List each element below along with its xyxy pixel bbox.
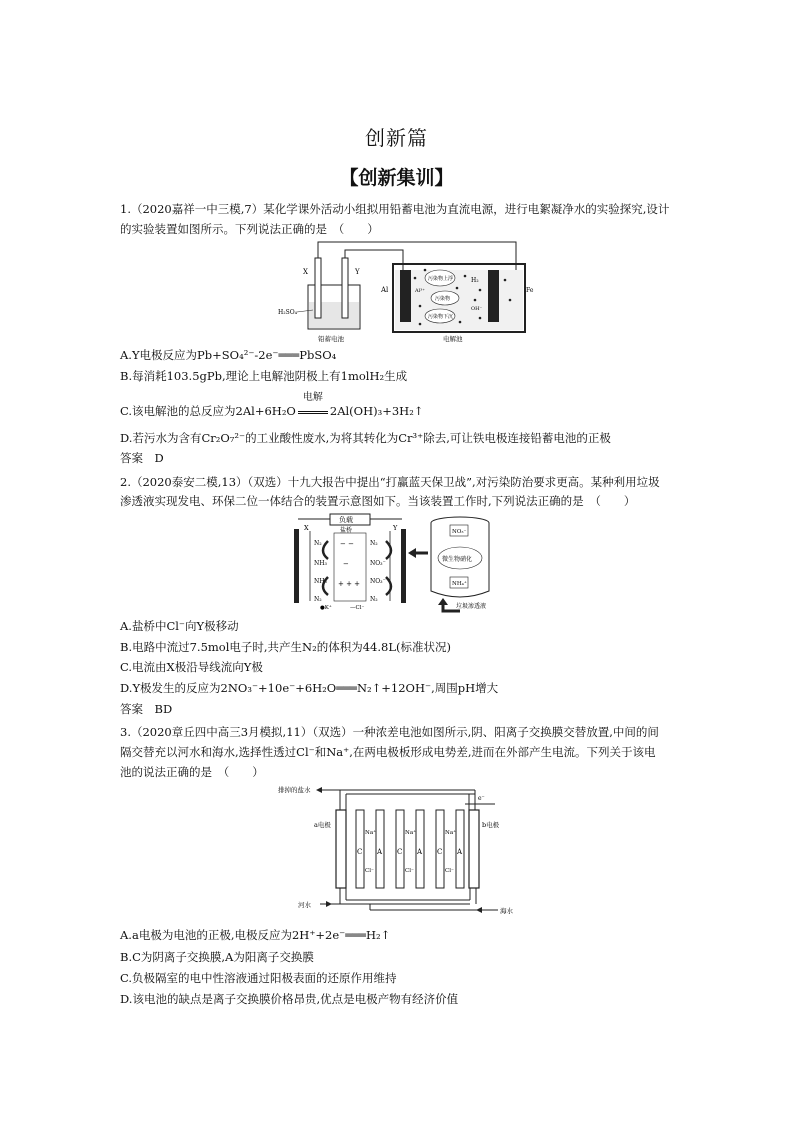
q3-cl-2: Cl⁻ — [405, 868, 414, 874]
q1-cell-caption: 电解池 — [443, 335, 463, 343]
q3-m4: A — [417, 848, 423, 856]
q3-cl-1: Cl⁻ — [365, 868, 374, 874]
q2-no3-1: NO₃⁻ — [370, 560, 386, 567]
q2-leachate: 垃圾渗透液 — [456, 603, 487, 610]
q3-b-electrode: b电极 — [482, 821, 500, 829]
q2-x-label: X — [304, 524, 309, 532]
svg-text:− −: − − — [340, 540, 354, 548]
q2-option-c: C.电流由X极沿导线流向Y极 — [120, 660, 263, 674]
q1-x-label: X — [303, 268, 308, 276]
q2-figure — [290, 511, 530, 613]
q3-cl-3: Cl⁻ — [445, 868, 454, 874]
q1-figure — [275, 240, 535, 345]
q3-m3: C — [397, 848, 403, 856]
q2-n2-bottom: N₂ — [314, 596, 322, 603]
q1-stem-line2: 的实验装置如图所示。下列说法正确的是 （ ） — [120, 222, 379, 236]
q3-m5: C — [437, 848, 443, 856]
svg-text:+ + +: + + + — [338, 580, 361, 588]
q1-al3: Al³⁺ — [415, 288, 425, 294]
q2-nh3-1: NH₃ — [314, 560, 327, 567]
q2-option-a: A.盐桥中Cl⁻向Y极移动 — [120, 619, 239, 633]
q2-n2-right: N₂ — [370, 540, 378, 547]
q1-al-label: Al — [381, 286, 389, 294]
q2-legend-k: ●K⁺ — [320, 605, 332, 611]
q3-figure — [270, 782, 530, 922]
q1-acid-label: H₂SO₄ — [278, 309, 298, 316]
q2-nh3-2: NH₃ — [314, 578, 327, 585]
q1-option-a: A.Y电极反应为Pb+SO₄²⁻-2e⁻═══PbSO₄ — [120, 348, 337, 362]
q1-h2: H₂ — [471, 277, 479, 284]
q1-option-b: B.每消耗103.5gPb,理论上电解池阴极上有1molH₂生成 — [120, 369, 408, 383]
q2-salt-bridge: 盐桥 — [340, 527, 353, 534]
q1-fe-label: Fe — [526, 287, 534, 294]
q1-pollutant: 污染物 — [435, 296, 451, 302]
q1-pollutant-up: 污染物上浮 — [428, 276, 454, 282]
q1-oh: OH⁻ — [471, 306, 483, 312]
q1-battery-caption: 铅蓄电池 — [318, 335, 344, 343]
q3-drain: 排掉的盐水 — [278, 786, 311, 794]
q2-tank-nh4: NH₄⁺ — [452, 581, 467, 587]
q3-stem-line3: 池的说法正确的是 （ ） — [120, 765, 264, 779]
q2-load: 负载 — [339, 516, 353, 524]
q3-option-a: A.a电极为电池的正极,电极反应为2H⁺+2e⁻═══H₂↑ — [120, 928, 391, 942]
q2-tank-mid: 微生物硝化 — [442, 556, 473, 563]
q3-na-3: Na⁺ — [445, 830, 456, 836]
q2-n2-top: N₂ — [314, 540, 322, 547]
q3-option-d: D.该电池的缺点是离子交换膜价格昂贵,优点是电极产物有经济价值 — [120, 992, 459, 1006]
q1-stem-line1: 1.（2020嘉祥一中三模,7）某化学课外活动小组拟用铅蓄电池为直流电源，进行电絮凝净水的实验探究,设计 — [120, 202, 670, 216]
q2-legend-cl: —Cl⁻ — [350, 605, 365, 611]
q3-sea: 海水 — [500, 907, 513, 915]
q2-n2-right2: N₂ — [370, 596, 378, 603]
q1-option-c — [120, 392, 680, 418]
q3-stem-line1: 3.（2020章丘四中高三3月模拟,11）（双选）一种浓差电池如图所示,阴、阳离子交换膜交替放置,中间的间 — [120, 725, 659, 739]
q1-answer: 答案 D — [120, 451, 164, 465]
q2-answer: 答案 BD — [120, 702, 173, 716]
q3-m6: A — [457, 848, 463, 856]
page-title: 创新篇 — [365, 126, 428, 150]
q2-tank-no3: NO₃⁻ — [452, 529, 467, 535]
q1-pollutant-down: 污染物下沉 — [428, 314, 454, 320]
q3-na-1: Na⁺ — [365, 830, 376, 836]
q1-y-label: Y — [355, 268, 360, 276]
q1-option-c-pre: C.该电解池的总反应为2Al+6H₂O — [120, 404, 296, 418]
svg-text:−: − — [343, 560, 349, 568]
q2-no3-2: NO₃⁻ — [370, 578, 386, 585]
q2-stem-line1: 2.（2020泰安二模,13）（双选）十九大报告中提出“打赢蓝天保卫战”,对污染防治要求更高。某种利用垃圾 — [120, 475, 660, 489]
q1-option-d: D.若污水为含有Cr₂O₇²⁻的工业酸性废水,为将其转化为Cr³⁺除去,可让铁电极连接铅蓄电池的正极 — [120, 431, 611, 445]
q2-option-d: D.Y极发生的反应为2NO₃⁻+10e⁻+6H₂O═══N₂↑+12OH⁻,周围pH增大 — [120, 681, 499, 695]
q2-y-label: Y — [393, 524, 398, 532]
q3-electron: e⁻ — [478, 795, 485, 802]
q3-m1: C — [357, 848, 363, 856]
section-subtitle: 【创新集训】 — [339, 167, 454, 189]
q3-m2: A — [377, 848, 383, 856]
q2-stem-line2: 渗透液实现发电、环保二位一体结合的装置示意图如下。当该装置工作时,下列说法正确的是 （ ） — [120, 494, 636, 508]
q3-stem-line2: 隔交替充以河水和海水,选择性透过Cl⁻和Na⁺,在两电极板形成电势差,进而在外部产生电流。下列关于该电 — [120, 745, 656, 759]
q3-river: 河水 — [298, 901, 311, 909]
q3-option-c: C.负极隔室的电中性溶液通过阳极表面的还原作用维持 — [120, 971, 397, 985]
q3-a-electrode: a电极 — [314, 821, 331, 829]
q3-option-b: B.C为阴离子交换膜,A为阳离子交换膜 — [120, 950, 314, 964]
q1-option-c-post: 2Al(OH)₃+3H₂↑ — [329, 404, 424, 418]
q1-option-c-condition: 电解 — [302, 392, 323, 403]
q3-na-2: Na⁺ — [405, 830, 416, 836]
q2-option-b: B.电路中流过7.5mol电子时,共产生N₂的体积为44.8L(标准状况) — [120, 640, 451, 654]
